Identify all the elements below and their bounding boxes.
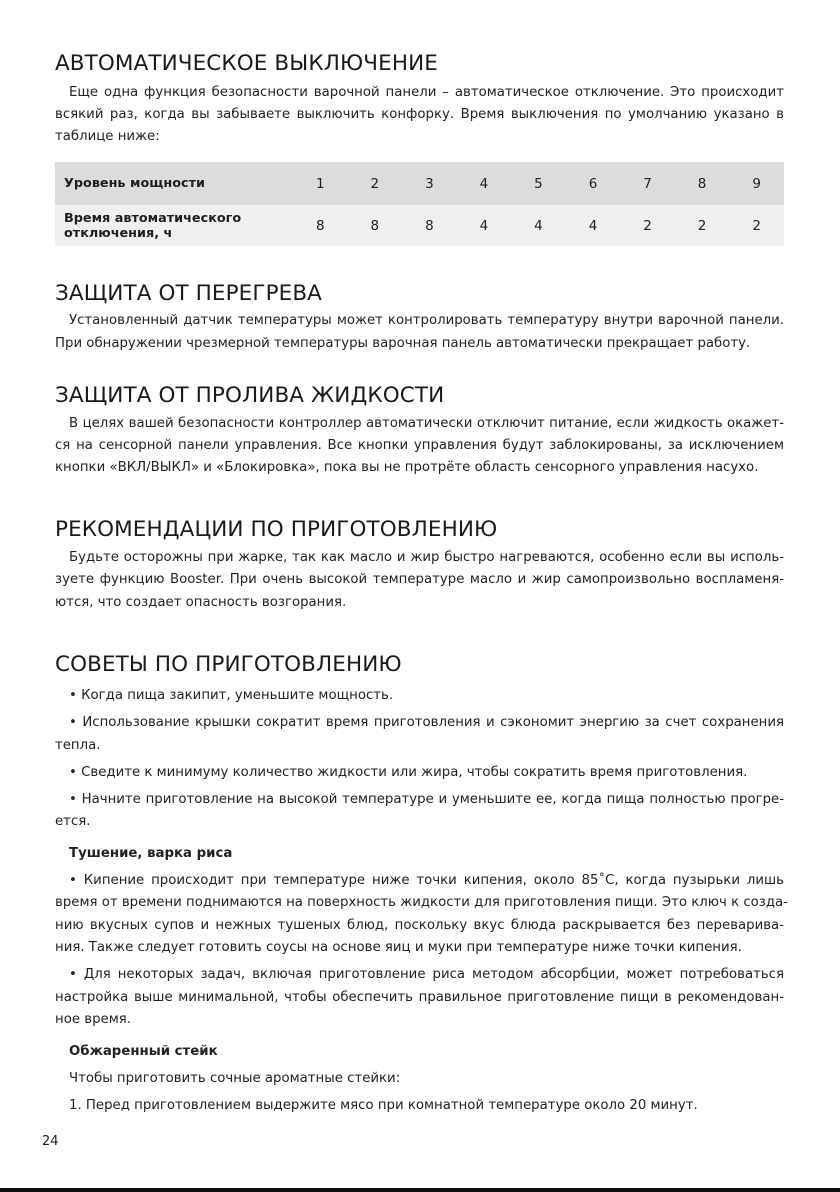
heading-spill-protection: ЗАЩИТА ОТ ПРОЛИВА ЖИДКОСТИ — [55, 383, 445, 408]
paragraph-line: Еще одна функция безопасности варочной панели – автоматическое отключение. Это происходит — [69, 85, 784, 100]
table-cell: 9 — [752, 175, 761, 192]
paragraph-line: ное время. — [55, 1012, 131, 1027]
table-row-header: Уровень мощности — [64, 176, 205, 191]
paragraph-line: ния. Также следует готовить соусы на основе яиц и муки при температуре ниже точки кипения. — [55, 940, 742, 955]
table-cell: 2 — [370, 175, 380, 192]
paragraph-line: время от времени поднимаются на поверхность жидкости для приготовления пищи. Это ключ к созда- — [55, 895, 788, 910]
table-row-header-line: отключения, ч — [64, 225, 173, 241]
paragraph-line: всякий раз, когда вы забываете выключить конфорку. Время выключения по умолчанию указано в — [55, 107, 784, 122]
list-item: • Начните приготовление на высокой температуре и уменьшите ее, когда пища полностью прогре- — [69, 792, 784, 807]
table-cell: 8 — [370, 217, 380, 234]
list-item: 1. Перед приготовлением выдержите мясо при комнатной температуре около 20 минут. — [69, 1098, 698, 1113]
table-cell: 2 — [643, 217, 652, 234]
paragraph-line: Установленный датчик температуры может контролировать температуру внутри варочной панели. — [69, 313, 784, 328]
list-item: • Для некоторых задач, включая приготовление риса методом абсорбции, может потребоваться — [69, 967, 784, 982]
table-cell: 7 — [643, 175, 652, 192]
list-item: • Кипение происходит при температуре ниже точки кипения, около 85˚С, когда пузырьки лишь — [69, 873, 784, 888]
paragraph-line: Будьте осторожны при жарке, так как масло и жир быстро нагреваются, особенно если вы исполь- — [69, 550, 784, 565]
heading-recommendations: РЕКОМЕНДАЦИИ ПО ПРИГОТОВЛЕНИЮ — [55, 517, 498, 542]
heading-cooking-tips: СОВЕТЫ ПО ПРИГОТОВЛЕНИЮ — [55, 652, 402, 677]
paragraph-line: В целях вашей безопасности контроллер автоматически отключит питание, если жидкость окажет- — [69, 416, 784, 431]
table-row-power-level — [55, 162, 784, 205]
table-cell: 3 — [425, 175, 434, 192]
table-cell: 8 — [315, 217, 325, 234]
paragraph-line: Чтобы приготовить сочные ароматные стейки: — [69, 1071, 401, 1086]
table-cell: 1 — [315, 175, 325, 192]
table-row-auto-off-time — [55, 205, 784, 246]
bottom-rule — [0, 1188, 840, 1192]
heading-auto-off: АВТОМАТИЧЕСКОЕ ВЫКЛЮЧЕНИЕ — [55, 51, 438, 76]
table-row-header — [55, 205, 293, 246]
list-item: • Использование крышки сократит время приготовления и сэкономит энергию за счет сохранения — [69, 715, 784, 730]
table-row-header-line: Время автоматического — [64, 210, 242, 226]
paragraph-line: При обнаружении чрезмерной температуры варочная панель автоматически прекращает работу. — [55, 336, 751, 351]
table-cell: 8 — [697, 175, 707, 192]
paragraph-line: зуете функцию Booster. При очень высокой температуре масло и жир самопроизвольно воспламеня- — [55, 572, 784, 587]
subheading-simmering: Тушение, варка риса — [69, 846, 233, 861]
list-item-continuation: тепла. — [55, 738, 101, 753]
table-cell: 6 — [588, 175, 598, 192]
table-cell: 4 — [479, 175, 489, 192]
page-number: 24 — [42, 1134, 59, 1149]
paragraph-line: таблице ниже: — [55, 129, 160, 144]
list-item: • Сведите к минимуму количество жидкости или жира, чтобы сократить время приготовления. — [69, 765, 748, 780]
paragraph-line: нию вкусных супов и нежных тушеных блюд, поскольку вкус блюда раскрывается без переварива- — [55, 918, 784, 933]
paragraph-line: ются, что создает опасность возгорания. — [55, 595, 347, 610]
paragraph-line: настройка выше минимальной, чтобы обеспечить правильное приготовление пищи в рекомендован- — [55, 990, 784, 1005]
heading-overheat: ЗАЩИТА ОТ ПЕРЕГРЕВА — [55, 281, 322, 306]
table-cell: 4 — [479, 217, 489, 234]
list-item: • Когда пища закипит, уменьшите мощность. — [69, 688, 394, 703]
table-cell: 2 — [752, 217, 761, 234]
paragraph-line: ся на сенсорной панели управления. Все кнопки управления будут заблокированы, за исключением — [55, 438, 784, 453]
subheading-steak: Обжаренный стейк — [69, 1044, 218, 1059]
list-item-continuation: ется. — [55, 814, 91, 829]
table-cell: 8 — [425, 217, 434, 234]
table-cell: 4 — [588, 217, 598, 234]
table-cell: 5 — [534, 175, 543, 192]
auto-off-table — [55, 162, 784, 246]
table-cell: 4 — [534, 217, 543, 234]
paragraph-line: кнопки «ВКЛ/ВЫКЛ» и «Блокировка», пока вы не протрёте область сенсорного управления насухо. — [55, 460, 759, 475]
table-cell: 2 — [697, 217, 707, 234]
